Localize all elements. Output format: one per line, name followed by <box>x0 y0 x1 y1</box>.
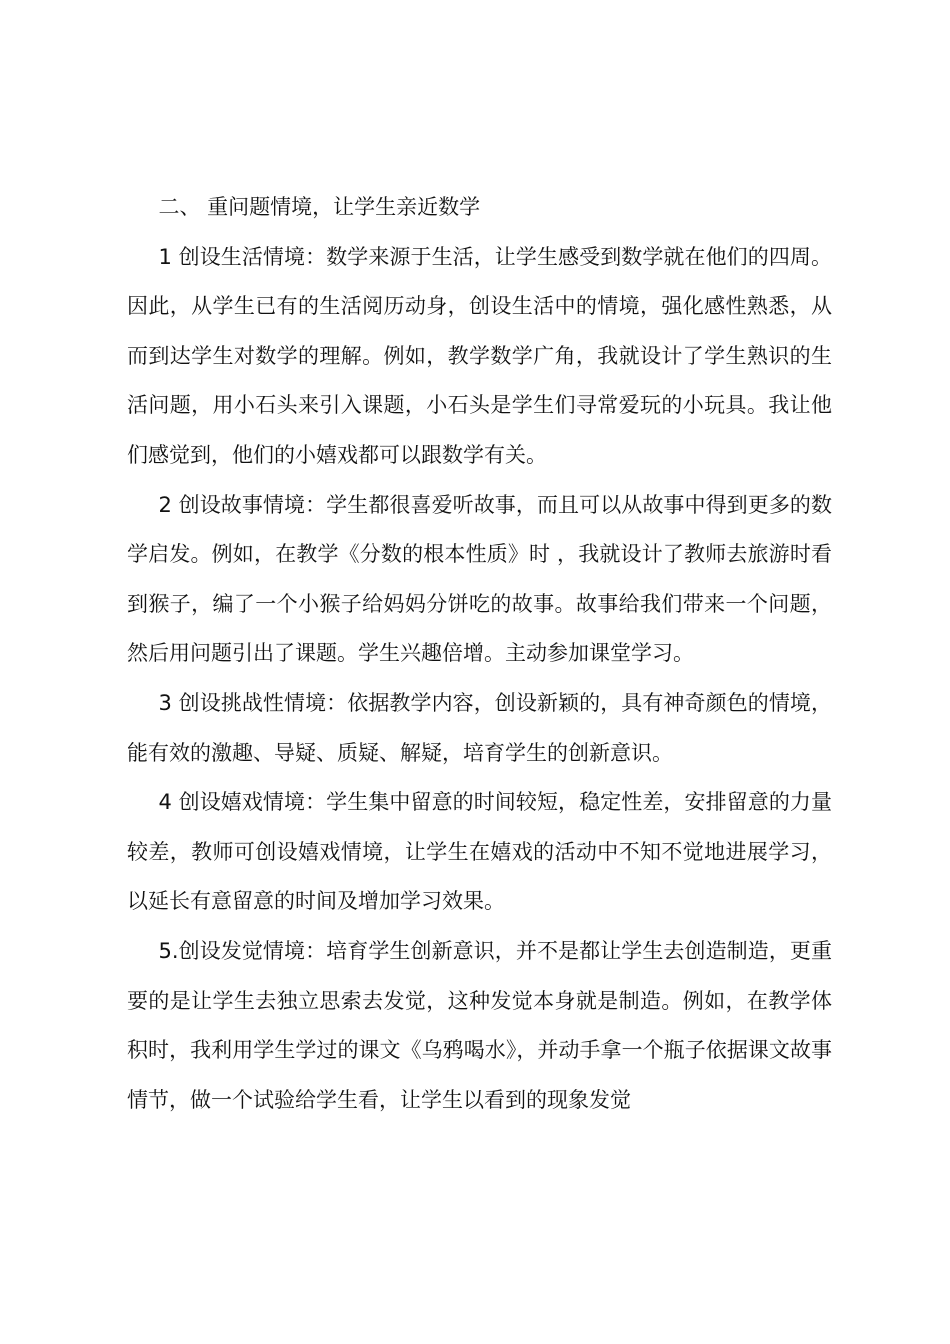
paragraph-challenge-situation: 3 创设挑战性情境：依据教学内容，创设新颖的，具有神奇颜色的情境，能有效的激趣、导疑、质疑、解疑，培育学生的创新意识。 <box>127 690 832 765</box>
section-heading: 二、 重问题情境，让学生亲近数学 <box>158 195 481 219</box>
paragraph-discovery-situation: 5.创设发觉情境：培育学生创新意识，并不是都让学生去创造制造，更重要的是让学生去独立思索去发觉，这种发觉本身就是制造。例如，在教学体积时，我利用学生学过的课文《乌鸦喝水》，并动手拿一个瓶子依据课文故事情节，做一个试验给学生看，让学生以看到的现象发觉 <box>127 938 832 1112</box>
paragraph-game-situation: 4 创设嬉戏情境：学生集中留意的时间较短，稳定性差，安排留意的力量较差，教师可创设嬉戏情境，让学生在嬉戏的活动中不知不觉地进展学习，以延长有意留意的时间及增加学习效果。 <box>127 790 832 914</box>
paragraph-story-situation: 2 创设故事情境：学生都很喜爱听故事，而且可以从故事中得到更多的数学启发。例如，在教学《分数的根本性质》时 ，我就设计了教师去旅游时看到猴子，编了一个小猴子给妈妈分饼吃的故事。故事给我们带来一个问题，然后用问题引出了课题。学生兴趣倍增。主动参加课堂学习。 <box>127 492 832 666</box>
document-body <box>127 183 832 1125</box>
paragraph-life-situation: 1 创设生活情境：数学来源于生活，让学生感受到数学就在他们的四周。因此，从学生已有的生活阅历动身，创设生活中的情境，强化感性熟悉，从而到达学生对数学的理解。例如，教学数学广角，我就设计了学生熟识的生活问题，用小石头来引入课题，小石头是学生们寻常爱玩的小玩具。我让他们感觉到，他们的小嬉戏都可以跟数学有关。 <box>127 244 832 467</box>
